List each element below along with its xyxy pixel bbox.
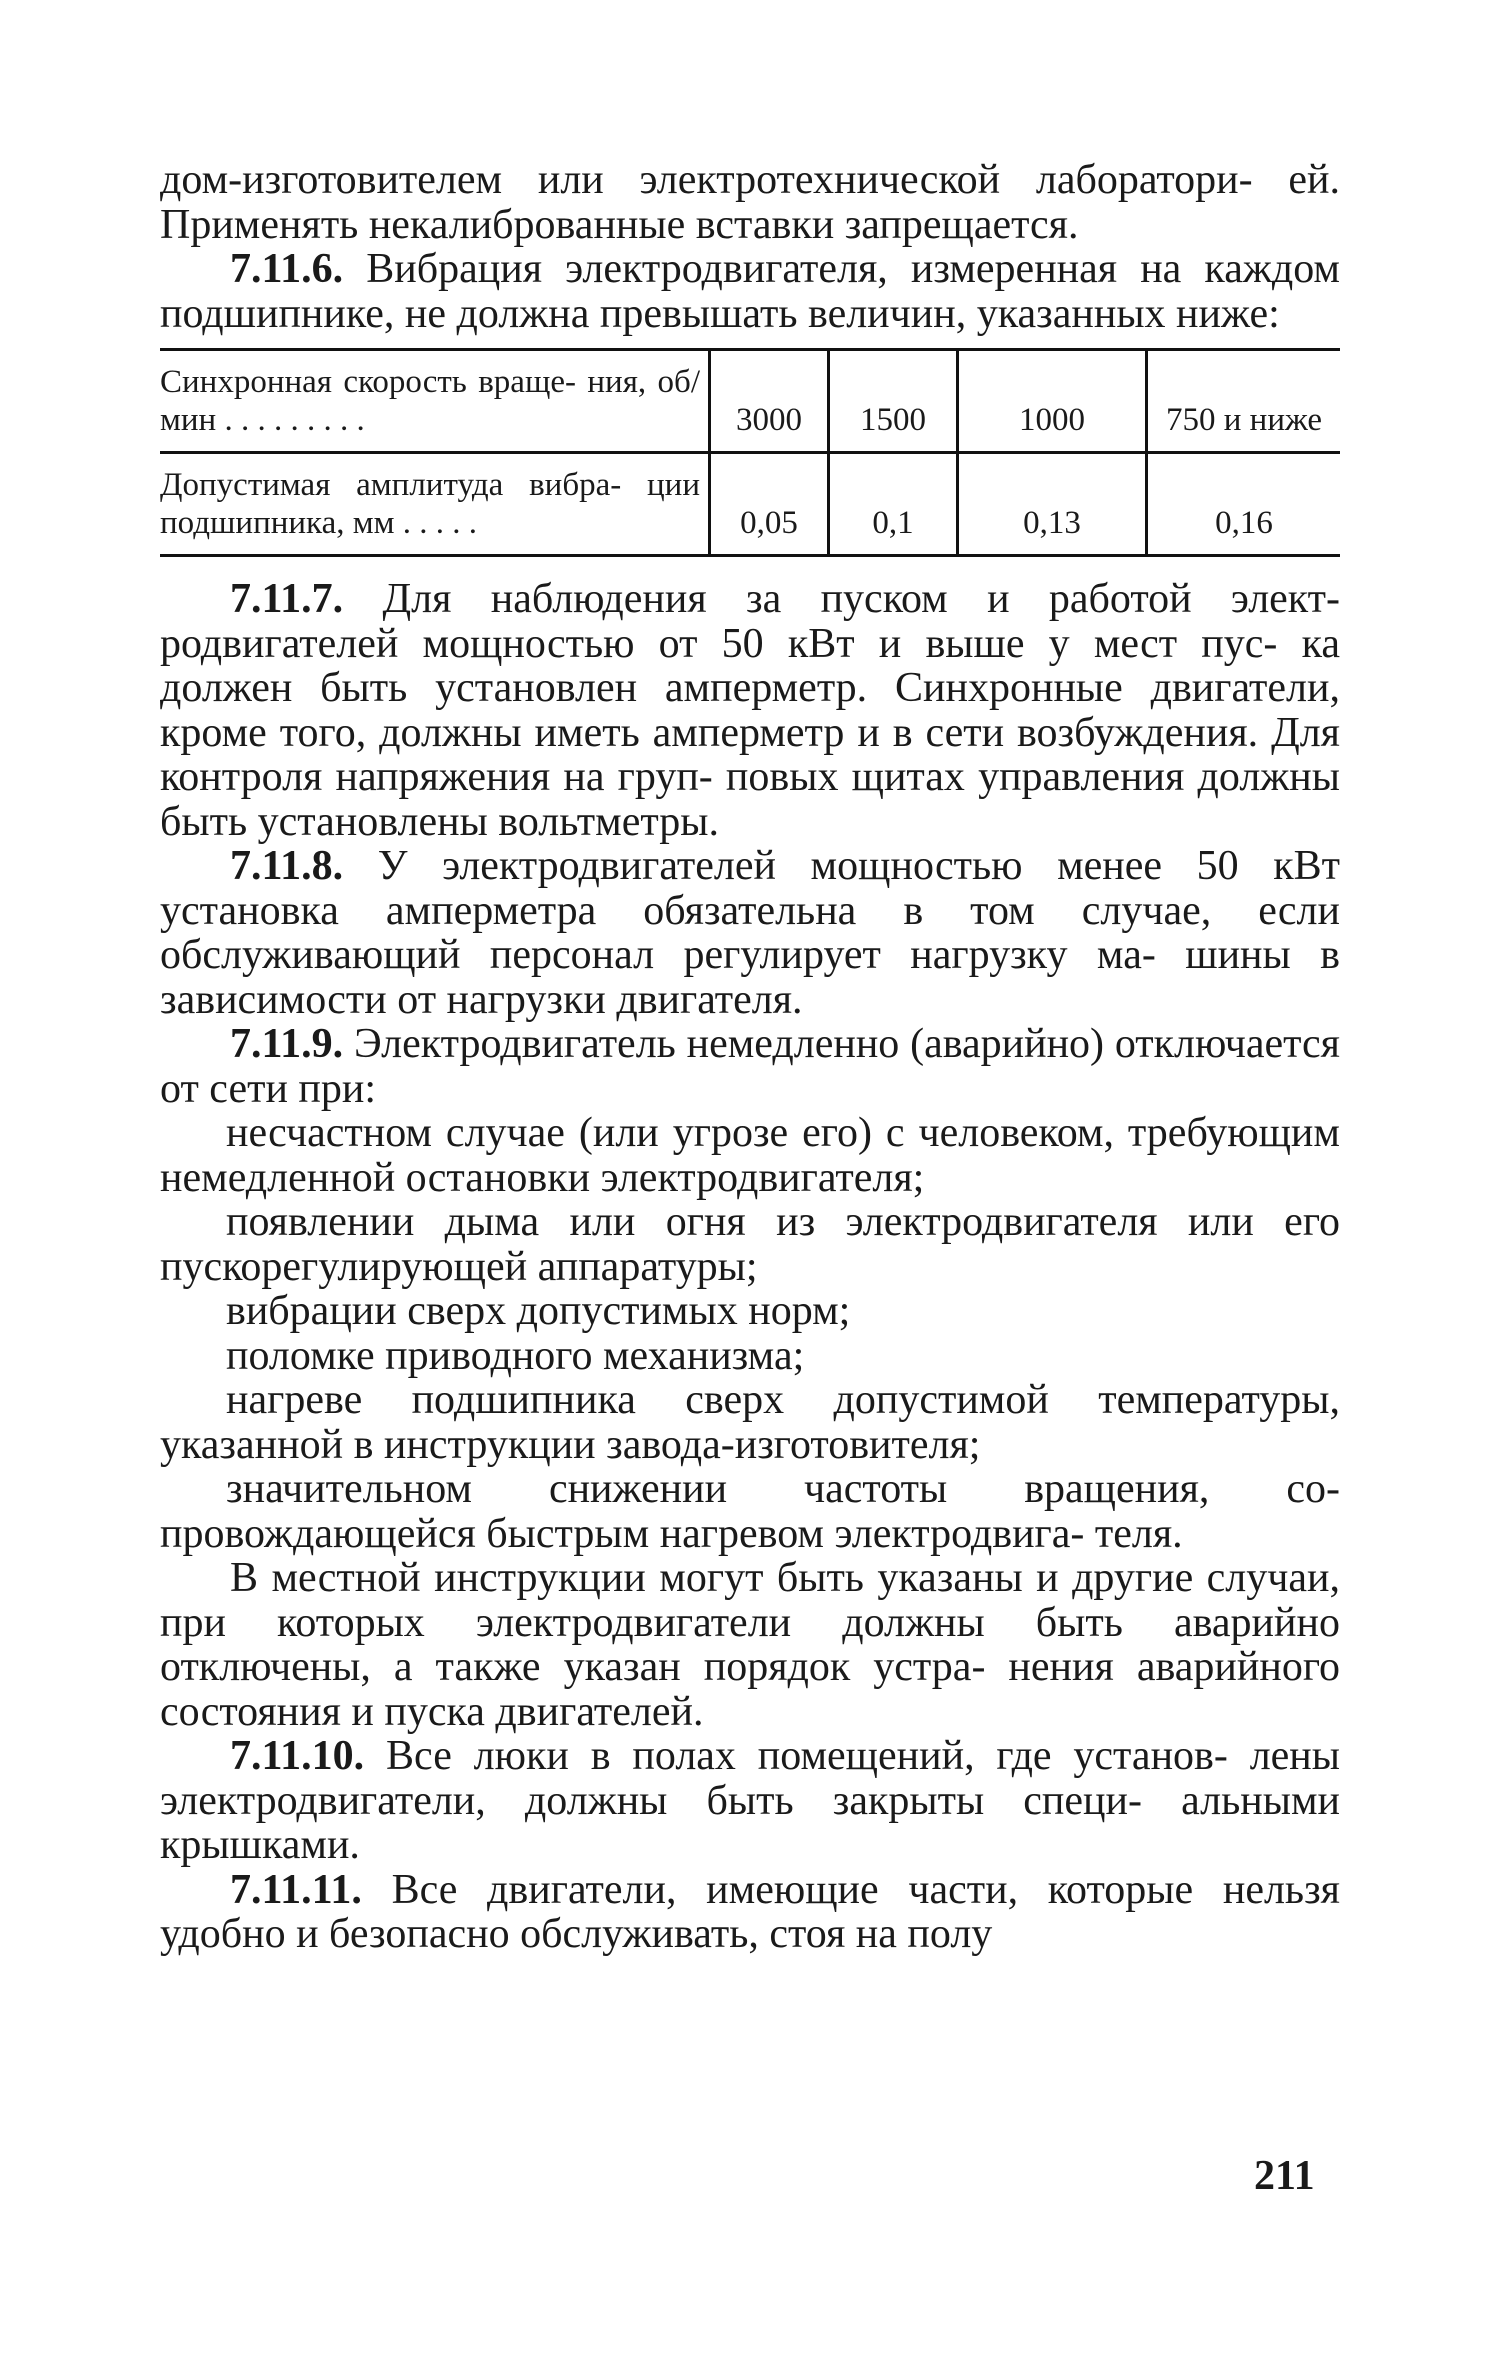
paragraph-text: Вибрация электродвигателя, измеренная на каждом подшипнике, не должна превышать величин, указанных ниже: (160, 246, 1340, 337)
paragraph-7-11-9 (160, 1022, 1340, 1111)
paragraph-7-11-11 (160, 1868, 1340, 1957)
section-number: 7.11.6. (230, 246, 344, 292)
paragraph-7-11-10 (160, 1734, 1340, 1868)
paragraph-text: Все люки в полах помещений, где установ- лены электродвигатели, должны быть закрыты специ- альными крышками. (160, 1733, 1340, 1868)
section-number: 7.11.8. (230, 843, 344, 889)
list-item: нагреве подшипника сверх допустимой температуры, указанной в инструкции завода-изготовителя; (160, 1377, 1340, 1468)
page-text (160, 158, 1340, 1957)
speed-cell: 3000 (710, 350, 829, 453)
vibration-table (160, 348, 1340, 557)
speed-cell: 1500 (829, 350, 958, 453)
amplitude-cell: 0,13 (958, 453, 1147, 556)
paragraph-text: У электродвигателей мощностью менее 50 кВт установка амперметра обязательна в том случае, если обслуживающий персонал регулирует нагрузку ма- шины в зависимости от нагрузки двигателя. (160, 843, 1340, 1023)
paragraph-text: Для наблюдения за пуском и работой элект- родвигателей мощностью от 50 кВт и выше у мест пус- ка должен быть установлен амперметр. Синхронные двигатели, кроме того, должны иметь амперметр и в сети возбуждения. Для контроля напряжения на груп- повых щитах управления должны быть установлены вольтметры. (160, 576, 1340, 845)
paragraph-7-11-6 (160, 247, 1340, 336)
amplitude-cell: 0,05 (710, 453, 829, 556)
paragraph-text: Электродвигатель немедленно (аварийно) отключается от сети при: (160, 1021, 1340, 1112)
section-number: 7.11.9. (230, 1021, 344, 1067)
list-item: появлении дыма или огня из электродвигателя или его пускорегулирующей аппаратуры; (160, 1199, 1340, 1290)
local-instruction-paragraph: В местной инструкции могут быть указаны и другие случаи, при которых электродвигатели должны быть аварийно отключены, а также указан порядок устра- нения аварийного состояния и пуска двигателей. (160, 1555, 1340, 1735)
page-number: 211 (1254, 2153, 1315, 2199)
intro-paragraph: дом-изготовителем или электротехнической лаборатори- ей. Применять некалиброванные вставки запрещается. (160, 157, 1340, 248)
table-row-amplitude (160, 453, 1340, 556)
paragraph-text: Все двигатели, имеющие части, которые нельзя удобно и безопасно обслуживать, стоя на полу (160, 1866, 1340, 1957)
row-label-speed: Синхронная скорость враще- ния, об/мин . . . . . . . . . (160, 350, 710, 453)
section-number: 7.11.10. (230, 1733, 365, 1779)
paragraph-7-11-8 (160, 844, 1340, 1022)
speed-cell: 750 и ниже (1147, 350, 1341, 453)
table-row-speed (160, 350, 1340, 453)
row-label-amplitude: Допустимая амплитуда вибра- ции подшипника, мм . . . . . (160, 467, 700, 541)
amplitude-cell: 0,16 (1147, 453, 1341, 556)
list-item: поломке приводного механизма; (226, 1332, 805, 1379)
section-number: 7.11.11. (230, 1866, 362, 1913)
paragraph-7-11-7 (160, 577, 1340, 844)
amplitude-cell: 0,1 (829, 453, 958, 556)
section-number: 7.11.7. (230, 576, 344, 622)
list-item: значительном снижении частоты вращения, со- провождающейся быстрым нагревом электродвига- теля. (160, 1466, 1340, 1557)
list-item: вибрации сверх допустимых норм; (226, 1288, 851, 1334)
list-item: несчастном случае (или угрозе его) с человеком, требующим немедленной остановки электродвигателя; (160, 1110, 1340, 1201)
speed-cell: 1000 (958, 350, 1147, 453)
